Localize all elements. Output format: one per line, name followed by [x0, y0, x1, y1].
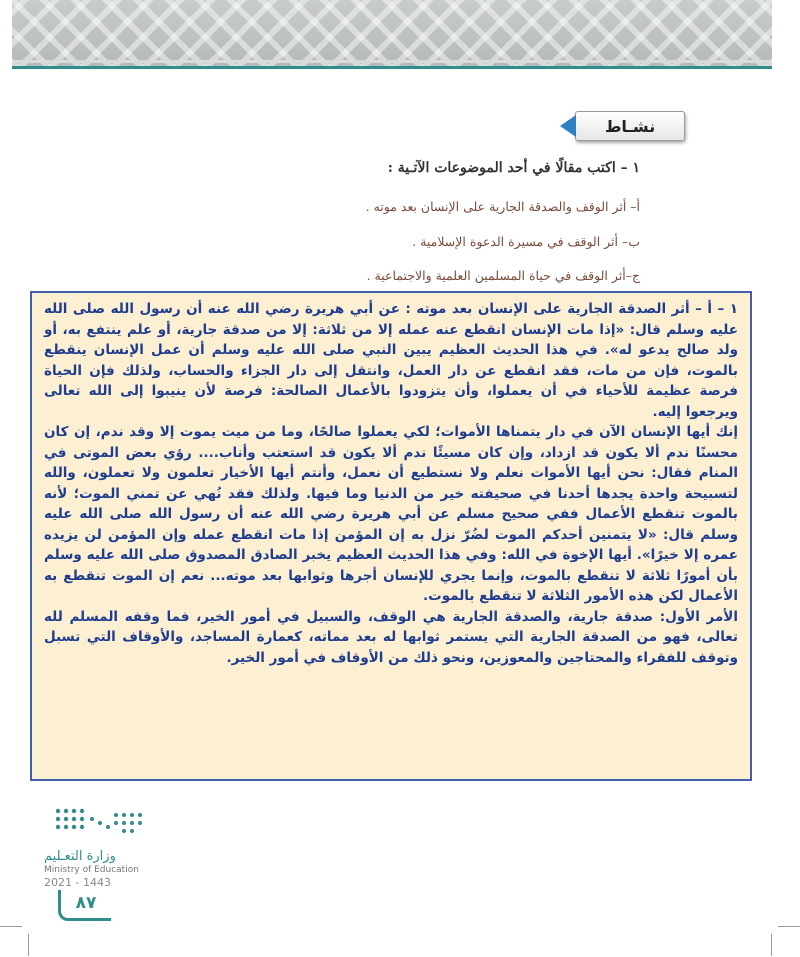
activity-label: نشـاط	[604, 116, 656, 136]
exercise-option-b: ب– أثر الوقف في مسيرة الدعوة الإسلامية .	[412, 234, 640, 249]
exercise-option-c: ج–أثر الوقف في حياة المسلمين العلمية والاجتماعية .	[366, 268, 640, 283]
crop-mark	[28, 934, 29, 956]
answer-box	[30, 291, 752, 781]
ministry-name-en: Ministry of Education	[44, 865, 139, 875]
crop-mark	[0, 926, 22, 927]
tab-arrow-icon	[560, 115, 576, 137]
answer-paragraph: ١ – أ – أثر الصدقة الجارية على الإنسان بعد موته : عن أبي هريرة رضي الله عنه أن رسول الله صلى الله عليه وسلم قال: «إذا مات الإنسان انقطع عنه عمله إلا من ثلاثة: إلا من صدقة جارية، أو علم ينتفع به، أو ولد صالح يدعو له». في هذا الحديث العظيم يبين النبي صلى الله عليه وسلم أن عمل الإنسان ينقطع بالموت، فإن من مات، فقد انقطع عن دار العمل، وانتقل إلى دار الجزاء والحساب، ولذلك فإن الحياة فرصة عظيمة للأحياء في أن يعملوا، وأن يتزودوا بالأعمال الصالحة: فرصة لأن ينيبوا إلى الله تعالى ويرجعوا إليه.	[44, 301, 738, 420]
answer-paragraph: إنك أيها الإنسان الآن في دار يتمناها الأموات؛ لكي يعملوا صالحًا، وما من ميت يموت إلا وقد ندم، إن كان محسنًا ندم ألا يكون قد ازداد، وإن كان مسيئًا ندم ألا يكون قد استعتب وأناب.... رؤي بعض الموتى في المنام فقال: نحن أيها الأموات نعلم ولا نستطيع أن نعمل، وأنتم أيها الأخيار تعلمون ولا تعملون، والله لتسبيحة واحدة يجدها أحدنا في صحيفته خير من الدنيا وما فيها. ولذلك فقد نُهي عن تمني الموت؛ لأنه بالموت تنقطع الأعمال ففي صحيح مسلم عن أبي هريرة رضي الله عنه أن رسول الله صلى الله عليه وسلم قال: «لا يتمنين أحدكم الموت لضُرّ نزل به إن المؤمن إذا مات انقطع عمله وإن المؤمن لن يزيده عمره إلا خيرًا». أيها الإخوة في الله: وفي هذا الحديث العظيم يخبر الصادق المصدوق صلى الله عليه وسلم بأن أمورًا ثلاثة لا تنقطع بالموت، وإنما يجري للإنسان أجرها وثوابها بعد موته... نعم إن الموت تنقطع به الأعمال لكن هذه الأمور الثلاثة لا تنقطع بالموت.	[44, 424, 738, 604]
ministry-dots-icon	[50, 805, 150, 839]
answer-paragraph: الأمر الأول: صدقة جارية، والصدقة الجارية هي الوقف، والسبيل في أمور الخير، فما وقفه المسلم لله تعالى، فهو من الصدقة الجارية التي يستمر ثوابها له بعد مماته، كعمارة المساجد، والأوقاف التي تسبل وتوقف للفقراء والمحتاجين والمعوزين، ونحو ذلك من الأوقاف في أمور الخير.	[44, 608, 738, 666]
ministry-name-ar: وزارة التعـليم	[44, 849, 116, 864]
exercise-option-a: أ– أثر الوقف والصدقة الجارية على الإنسان بعد موته .	[365, 199, 640, 214]
activity-tab	[575, 111, 685, 141]
ministry-logo	[44, 805, 184, 889]
page-number: ٨٧	[58, 890, 111, 921]
exercise-instruction: ١ – اكتب مقالًا في أحد الموضوعات الآتـية :	[387, 160, 640, 176]
header-decorative-band	[12, 0, 772, 69]
crop-mark	[771, 934, 772, 956]
ministry-year: 2021 - 1443	[44, 876, 111, 889]
crop-mark	[778, 926, 800, 927]
